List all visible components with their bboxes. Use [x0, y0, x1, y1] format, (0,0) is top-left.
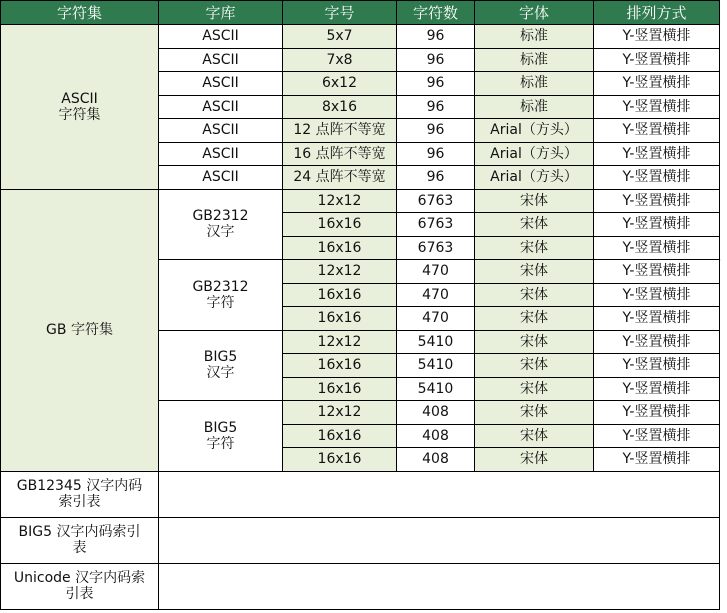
char-count-cell: 5410	[397, 377, 475, 401]
index-label-line: 引表	[65, 586, 94, 602]
arrangement-cell: Y-竖置横排	[594, 166, 720, 190]
font-library-cell: ASCII	[159, 72, 283, 96]
char-count-cell: 470	[397, 260, 475, 284]
font-size-cell: 24 点阵不等宽	[283, 166, 397, 190]
arrangement-cell: Y-竖置横排	[594, 283, 720, 307]
arrangement-cell: Y-竖置横排	[594, 236, 720, 260]
font-library-label-line: 汉字	[206, 365, 235, 382]
typeface-cell: 标准	[475, 95, 594, 119]
char-count-cell: 470	[397, 307, 475, 331]
header-char-count: 字符数	[397, 1, 475, 25]
index-label-line: Unicode 汉字内码索	[13, 570, 146, 586]
arrangement-cell: Y-竖置横排	[594, 354, 720, 378]
typeface-cell: 宋体	[475, 448, 594, 472]
font-library-cell	[159, 330, 283, 401]
index-table-empty-cell	[159, 563, 720, 609]
typeface-cell: 宋体	[475, 189, 594, 213]
index-label-line: 索引表	[58, 494, 101, 510]
font-library-label-line: 字符	[206, 294, 235, 311]
font-size-cell: 6x12	[283, 72, 397, 96]
font-library-label-line: GB2312	[192, 278, 249, 295]
index-label-line: BIG5 汉字内码索引	[18, 524, 141, 540]
typeface-cell: Arial（方头）	[475, 142, 594, 166]
char-count-cell: 408	[397, 401, 475, 425]
arrangement-cell: Y-竖置横排	[594, 377, 720, 401]
char-count-cell: 6763	[397, 236, 475, 260]
char-count-cell: 96	[397, 72, 475, 96]
font-library-label-line: BIG5	[203, 349, 238, 366]
typeface-cell: 标准	[475, 72, 594, 96]
typeface-cell: 宋体	[475, 377, 594, 401]
font-size-cell: 16x16	[283, 236, 397, 260]
index-table-label-cell	[1, 563, 159, 609]
font-size-cell: 12x12	[283, 401, 397, 425]
typeface-cell: 标准	[475, 48, 594, 72]
font-size-cell: 16x16	[283, 424, 397, 448]
font-library-cell	[159, 260, 283, 331]
font-library-cell: ASCII	[159, 142, 283, 166]
index-table-empty-cell	[159, 517, 720, 563]
charset-cell-ascii	[1, 25, 159, 190]
char-count-cell: 470	[397, 283, 475, 307]
table-row	[1, 25, 720, 49]
header-font-size: 字号	[283, 1, 397, 25]
typeface-cell: 宋体	[475, 260, 594, 284]
char-count-cell: 96	[397, 48, 475, 72]
charset-cell-gb: GB 字符集	[1, 189, 159, 471]
font-size-cell: 12x12	[283, 330, 397, 354]
arrangement-cell: Y-竖置横排	[594, 189, 720, 213]
font-library-cell: ASCII	[159, 166, 283, 190]
header-arrangement: 排列方式	[594, 1, 720, 25]
font-size-cell: 16x16	[283, 448, 397, 472]
font-library-cell: ASCII	[159, 25, 283, 49]
font-library-cell: ASCII	[159, 119, 283, 143]
font-library-label-line: 汉字	[206, 224, 235, 241]
arrangement-cell: Y-竖置横排	[594, 213, 720, 237]
font-size-cell: 16x16	[283, 213, 397, 237]
index-label-line: GB12345 汉字内码	[16, 478, 143, 494]
font-size-cell: 16x16	[283, 283, 397, 307]
arrangement-cell: Y-竖置横排	[594, 48, 720, 72]
font-library-label-line: GB2312	[192, 208, 249, 225]
typeface-cell: Arial（方头）	[475, 166, 594, 190]
font-size-cell: 8x16	[283, 95, 397, 119]
index-table-label-cell	[1, 517, 159, 563]
typeface-cell: 宋体	[475, 213, 594, 237]
typeface-cell: 宋体	[475, 330, 594, 354]
char-count-cell: 96	[397, 95, 475, 119]
header-row	[1, 1, 720, 25]
typeface-cell: 宋体	[475, 283, 594, 307]
char-count-cell: 6763	[397, 189, 475, 213]
font-size-cell: 7x8	[283, 48, 397, 72]
table-row	[1, 189, 720, 213]
arrangement-cell: Y-竖置横排	[594, 448, 720, 472]
font-library-cell	[159, 401, 283, 472]
char-count-cell: 408	[397, 424, 475, 448]
header-charset: 字符集	[1, 1, 159, 25]
char-count-cell: 5410	[397, 330, 475, 354]
arrangement-cell: Y-竖置横排	[594, 25, 720, 49]
typeface-cell: 标准	[475, 25, 594, 49]
charset-label-line: ASCII	[61, 90, 98, 107]
typeface-cell: 宋体	[475, 424, 594, 448]
char-count-cell: 96	[397, 25, 475, 49]
font-size-cell: 16x16	[283, 377, 397, 401]
font-size-cell: 16x16	[283, 354, 397, 378]
arrangement-cell: Y-竖置横排	[594, 119, 720, 143]
char-count-cell: 6763	[397, 213, 475, 237]
font-library-label-line: BIG5	[203, 419, 238, 436]
typeface-cell: 宋体	[475, 236, 594, 260]
index-table-row	[1, 471, 720, 517]
index-table-empty-cell	[159, 471, 720, 517]
index-table-row	[1, 517, 720, 563]
font-size-cell: 5x7	[283, 25, 397, 49]
header-font-library: 字库	[159, 1, 283, 25]
arrangement-cell: Y-竖置横排	[594, 260, 720, 284]
typeface-cell: 宋体	[475, 401, 594, 425]
char-count-cell: 96	[397, 166, 475, 190]
arrangement-cell: Y-竖置横排	[594, 330, 720, 354]
charset-label-line: 字符集	[58, 106, 101, 123]
font-size-cell: 12x12	[283, 260, 397, 284]
font-size-cell: 16x16	[283, 307, 397, 331]
font-library-cell: ASCII	[159, 95, 283, 119]
arrangement-cell: Y-竖置横排	[594, 95, 720, 119]
font-size-cell: 16 点阵不等宽	[283, 142, 397, 166]
typeface-cell: 宋体	[475, 354, 594, 378]
arrangement-cell: Y-竖置横排	[594, 307, 720, 331]
char-count-cell: 408	[397, 448, 475, 472]
char-count-cell: 5410	[397, 354, 475, 378]
font-library-label-line: 字符	[206, 435, 235, 452]
index-table-row	[1, 563, 720, 609]
char-count-cell: 96	[397, 142, 475, 166]
typeface-cell: Arial（方头）	[475, 119, 594, 143]
header-typeface: 字体	[475, 1, 594, 25]
index-table-label-cell	[1, 471, 159, 517]
arrangement-cell: Y-竖置横排	[594, 401, 720, 425]
font-library-cell	[159, 189, 283, 260]
typeface-cell: 宋体	[475, 307, 594, 331]
font-size-cell: 12 点阵不等宽	[283, 119, 397, 143]
index-label-line: 表	[72, 540, 87, 556]
font-size-cell: 12x12	[283, 189, 397, 213]
arrangement-cell: Y-竖置横排	[594, 72, 720, 96]
arrangement-cell: Y-竖置横排	[594, 142, 720, 166]
arrangement-cell: Y-竖置横排	[594, 424, 720, 448]
char-count-cell: 96	[397, 119, 475, 143]
font-library-cell: ASCII	[159, 48, 283, 72]
